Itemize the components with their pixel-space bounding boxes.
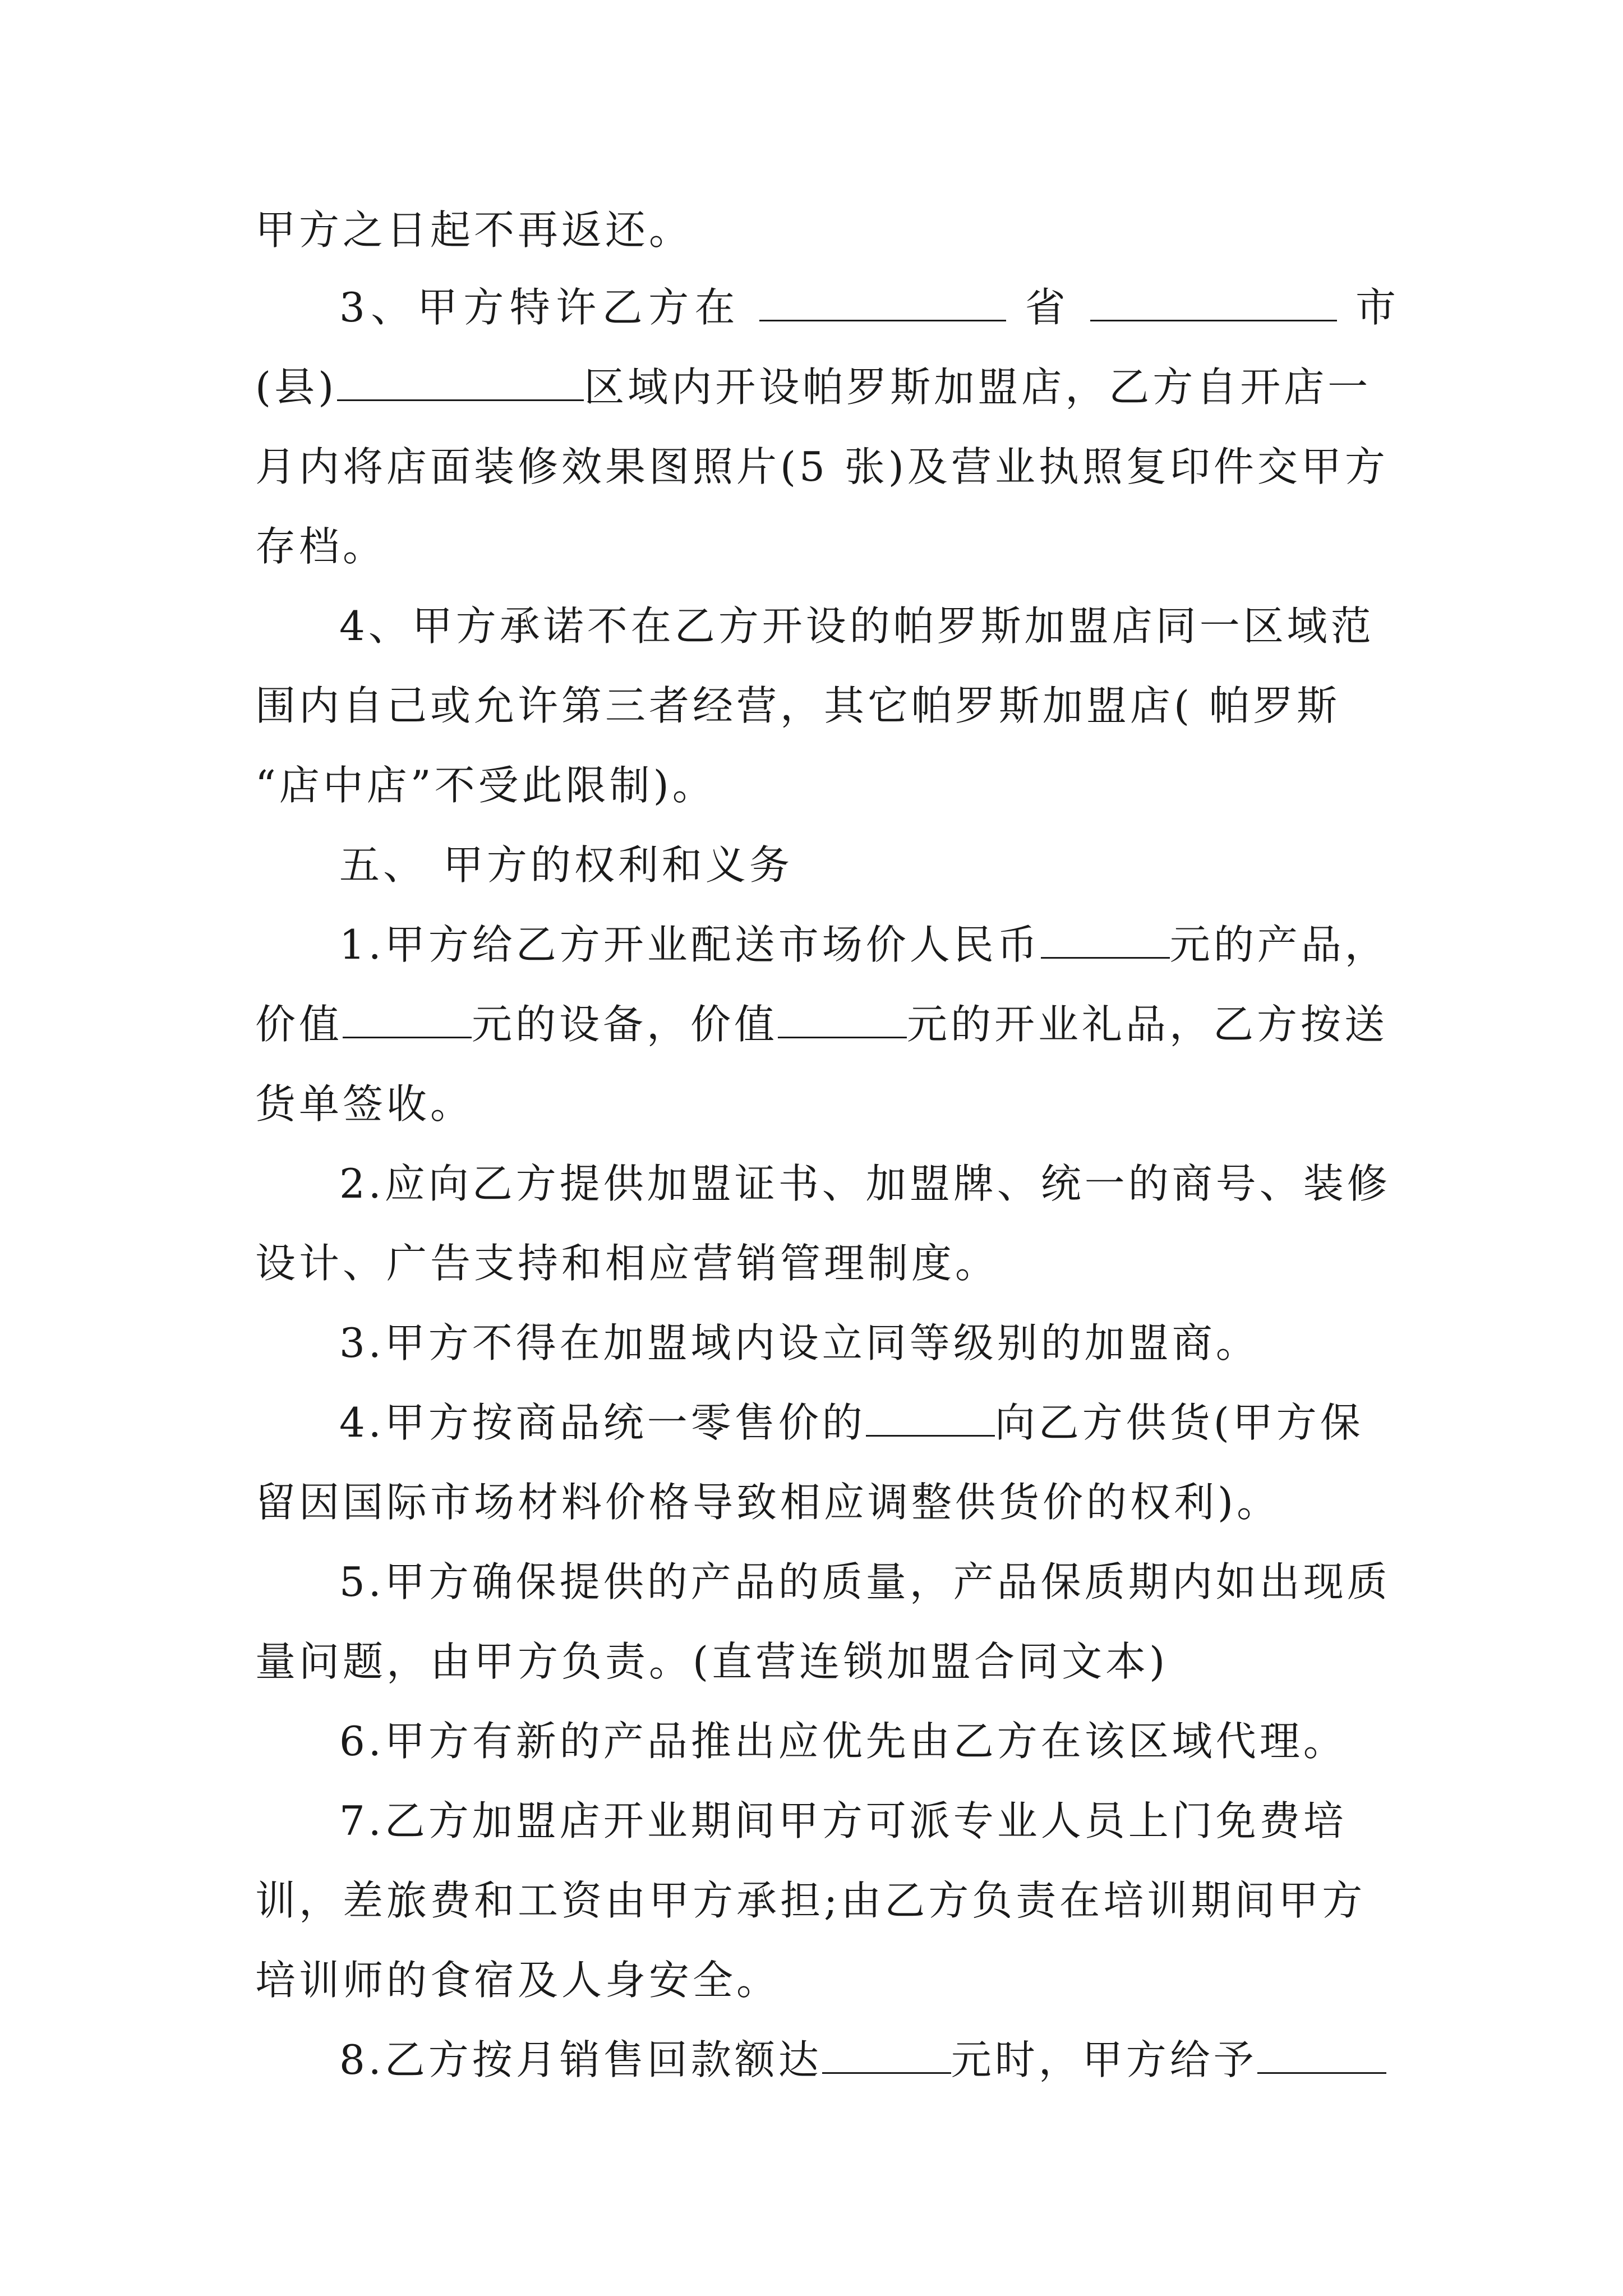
document-body (255, 205, 1399, 2085)
fill-in-blank-gift-value[interactable] (778, 1003, 907, 1038)
fill-in-blank-county[interactable] (337, 366, 584, 401)
paragraph-line (255, 521, 1399, 572)
paragraph-line (255, 1238, 1399, 1289)
paragraph-line (255, 1636, 1399, 1687)
text-run: 月内将店面装修效果图照片(5 张)及营业执照复印件交甲方 (255, 443, 1389, 490)
text-run: 训，差旅费和工资由甲方承担;由乙方负责在培训期间甲方 (255, 1877, 1366, 1924)
paragraph-line (255, 205, 1399, 255)
paragraph-line (255, 2035, 1399, 2085)
text-run: 区域内开设帕罗斯加盟店，乙方自开店一 (584, 364, 1372, 411)
paragraph-line (255, 601, 1399, 651)
paragraph-line (255, 919, 1399, 970)
paragraph-line (255, 1318, 1399, 1368)
text-run: 存档。 (255, 523, 387, 570)
paragraph-line (255, 1397, 1399, 1448)
text-run: 4.甲方按商品统一零售价的 (339, 1399, 866, 1446)
text-run: 培训师的食宿及人身安全。 (255, 1957, 781, 2004)
text-run: 元的产品， (1169, 921, 1389, 968)
paragraph-line (255, 441, 1399, 492)
fill-in-blank-supply-discount[interactable] (866, 1401, 995, 1437)
paragraph-line (255, 362, 1399, 412)
text-run: 4、甲方承诺不在乙方开设的帕罗斯加盟店同一区域范 (339, 602, 1375, 650)
text-run: 6.甲方有新的产品推出应优先由乙方在该区域代理。 (339, 1718, 1347, 1765)
text-run: 3、甲方特许乙方在 (339, 284, 741, 331)
fill-in-blank-reward[interactable] (1257, 2039, 1386, 2074)
text-run: 元时，甲方给予 (951, 2036, 1257, 2083)
paragraph-line (255, 1158, 1399, 1209)
paragraph-line (255, 999, 1399, 1050)
text-run: 元的开业礼品，乙方按送 (907, 1001, 1389, 1048)
paragraph-line (255, 1796, 1399, 1846)
text-run: 量问题，由甲方负责。(直营连锁加盟合同文本) (255, 1638, 1169, 1685)
text-run: 1.甲方给乙方开业配送市场价人民币 (339, 921, 1041, 968)
paragraph-line (255, 282, 1399, 333)
text-run: 留因国际市场材料价格导致相应调整供货价的权利)。 (255, 1479, 1281, 1526)
paragraph-line (255, 1557, 1399, 1607)
paragraph-line (255, 1955, 1399, 2005)
text-run: 5.甲方确保提供的产品的质量，产品保质期内如出现质 (339, 1558, 1391, 1605)
text-run: 市 (1355, 284, 1399, 331)
text-run: 7.乙方加盟店开业期间甲方可派专业人员上门免费培 (339, 1797, 1347, 1844)
section-heading (255, 840, 1399, 890)
text-run: 围内自己或允许第三者经营，其它帕罗斯加盟店( 帕罗斯 (255, 682, 1340, 729)
text-run: 省 (1025, 284, 1072, 331)
text-run: 向乙方供货(甲方保 (994, 1399, 1364, 1446)
paragraph-line (255, 1079, 1399, 1129)
text-run: 3.甲方不得在加盟域内设立同等级别的加盟商。 (339, 1319, 1260, 1366)
fill-in-blank-province[interactable] (759, 286, 1006, 321)
text-run: “店中店”不受此限制)。 (255, 762, 716, 809)
fill-in-blank-city[interactable] (1090, 286, 1337, 321)
text-run: 价值 (255, 1001, 343, 1048)
paragraph-line (255, 760, 1399, 811)
text-run: 2.应向乙方提供加盟证书、加盟牌、统一的商号、装修 (339, 1160, 1391, 1207)
paragraph-line (255, 1477, 1399, 1527)
fill-in-blank-equipment-value[interactable] (343, 1003, 472, 1038)
text-run: 设计、广告支持和相应营销管理制度。 (255, 1240, 999, 1287)
fill-in-blank-monthly-sales[interactable] (822, 2039, 951, 2074)
paragraph-line (255, 1716, 1399, 1766)
text-run: 元的设备，价值 (472, 1001, 778, 1048)
paragraph-line (255, 680, 1399, 731)
text-run: 货单签收。 (255, 1080, 474, 1128)
text-run: (县) (255, 364, 338, 411)
fill-in-blank-product-value[interactable] (1041, 923, 1170, 959)
text-run: 8.乙方按月销售回款额达 (339, 2036, 822, 2083)
text-run: 甲方之日起不再返还。 (255, 206, 693, 254)
paragraph-line (255, 1875, 1399, 1926)
text-run: 五、 甲方的权利和义务 (339, 841, 793, 889)
